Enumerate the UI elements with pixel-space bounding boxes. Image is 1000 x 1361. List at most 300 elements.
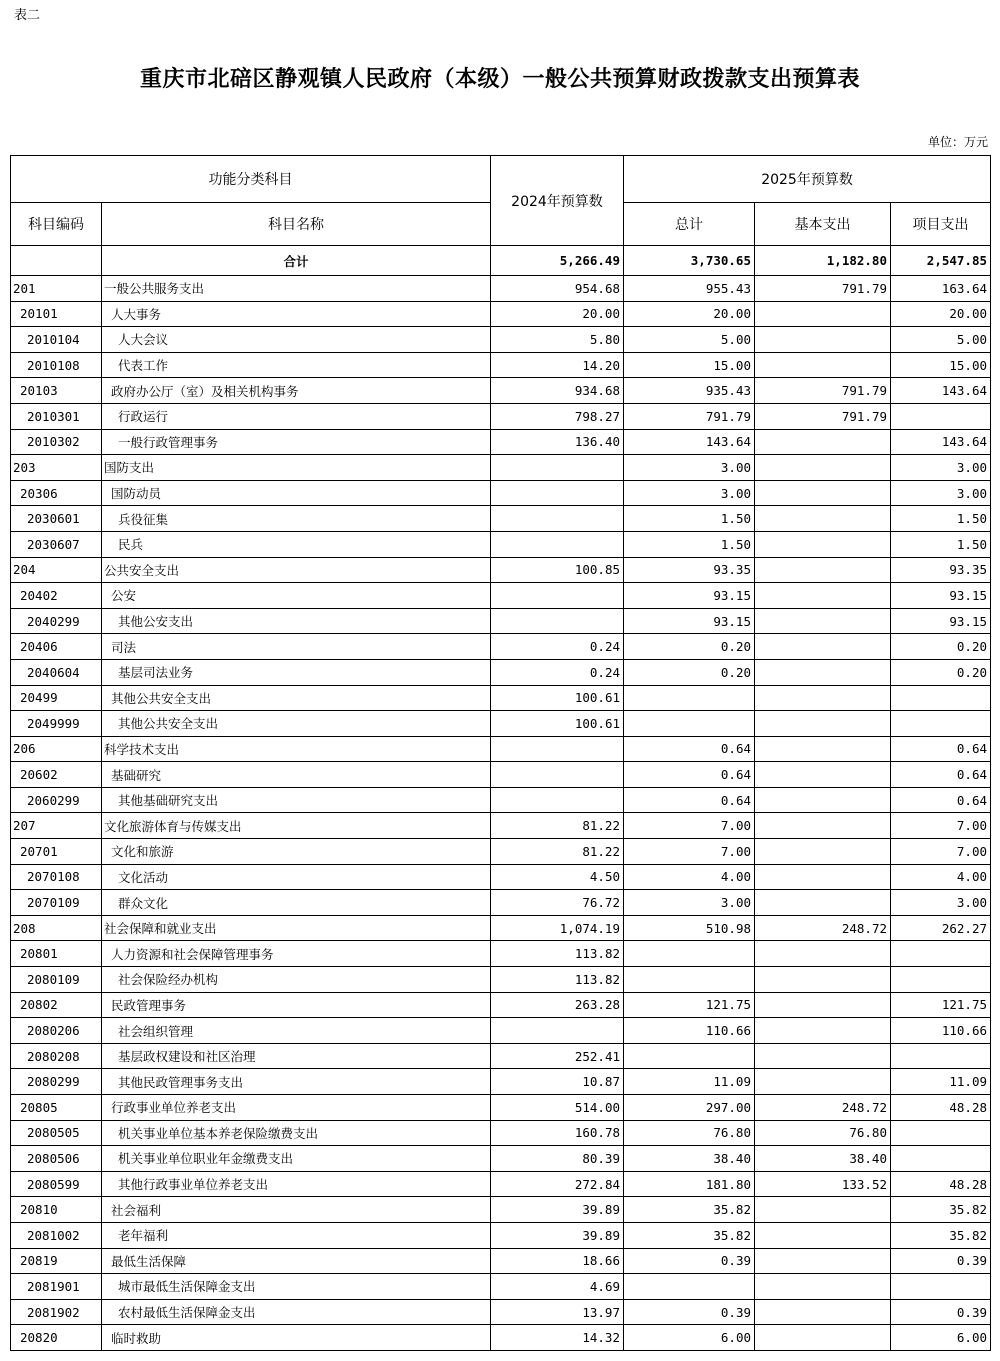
row-total: 7.00: [624, 813, 755, 839]
row-project: 35.82: [891, 1222, 991, 1248]
row-code: 2080506: [11, 1146, 102, 1172]
row-b2024: [491, 455, 624, 481]
row-basic: [755, 455, 891, 481]
row-name: 人力资源和社会保障管理事务: [102, 941, 491, 967]
header-budget-2025: 2025年预算数: [624, 156, 991, 203]
row-basic: [755, 890, 891, 916]
row-b2024: 39.89: [491, 1222, 624, 1248]
row-total: 121.75: [624, 992, 755, 1018]
total-label: 合计: [102, 246, 491, 276]
row-name: 文化旅游体育与传媒支出: [102, 813, 491, 839]
row-code: 2080599: [11, 1171, 102, 1197]
header-budget-2024: 2024年预算数: [491, 156, 624, 246]
table-row: [11, 890, 991, 916]
row-basic: 791.79: [755, 403, 891, 429]
row-basic: [755, 480, 891, 506]
row-basic: [755, 1299, 891, 1325]
header-name: 科目名称: [102, 203, 491, 246]
row-code: 20701: [11, 839, 102, 865]
row-basic: [755, 634, 891, 660]
row-basic: [755, 813, 891, 839]
row-code: 20819: [11, 1248, 102, 1274]
row-code: 20406: [11, 634, 102, 660]
row-project: 35.82: [891, 1197, 991, 1223]
row-b2024: 14.20: [491, 352, 624, 378]
table-row: [11, 685, 991, 711]
table-row: [11, 480, 991, 506]
row-project: 93.15: [891, 608, 991, 634]
row-b2024: [491, 762, 624, 788]
row-project: 0.64: [891, 736, 991, 762]
row-b2024: 13.97: [491, 1299, 624, 1325]
row-project: 0.20: [891, 659, 991, 685]
header-basic: 基本支出: [755, 203, 891, 246]
row-name: 机关事业单位职业年金缴费支出: [102, 1146, 491, 1172]
row-basic: [755, 864, 891, 890]
table-row: [11, 864, 991, 890]
row-b2024: 954.68: [491, 276, 624, 302]
row-b2024: 80.39: [491, 1146, 624, 1172]
table-row: [11, 1069, 991, 1095]
row-total: [624, 1274, 755, 1300]
row-total: 35.82: [624, 1222, 755, 1248]
row-basic: 38.40: [755, 1146, 891, 1172]
row-basic: [755, 557, 891, 583]
row-name: 其他公共安全支出: [102, 685, 491, 711]
row-name: 机关事业单位基本养老保险缴费支出: [102, 1120, 491, 1146]
row-name: 兵役征集: [102, 506, 491, 532]
row-name: 代表工作: [102, 352, 491, 378]
row-b2024: 514.00: [491, 1095, 624, 1121]
row-project: 93.15: [891, 583, 991, 609]
table-row: [11, 1018, 991, 1044]
unit-label: 单位：万元: [927, 135, 988, 149]
row-project: 48.28: [891, 1095, 991, 1121]
row-basic: [755, 685, 891, 711]
row-project: 3.00: [891, 480, 991, 506]
row-code: 2080505: [11, 1120, 102, 1146]
row-b2024: 20.00: [491, 301, 624, 327]
row-basic: [755, 1043, 891, 1069]
row-name: 民兵: [102, 531, 491, 557]
row-basic: 791.79: [755, 378, 891, 404]
row-basic: [755, 736, 891, 762]
row-name: 社会福利: [102, 1197, 491, 1223]
row-project: 0.39: [891, 1248, 991, 1274]
row-name: 国防动员: [102, 480, 491, 506]
row-name: 行政运行: [102, 403, 491, 429]
row-total: 0.39: [624, 1299, 755, 1325]
row-basic: 133.52: [755, 1171, 891, 1197]
row-name: 城市最低生活保障金支出: [102, 1274, 491, 1300]
row-code: 20101: [11, 301, 102, 327]
row-basic: [755, 506, 891, 532]
row-project: [891, 1274, 991, 1300]
row-project: 262.27: [891, 915, 991, 941]
row-project: 7.00: [891, 839, 991, 865]
table-row: [11, 557, 991, 583]
row-b2024: 100.85: [491, 557, 624, 583]
table-row: [11, 429, 991, 455]
row-b2024: 934.68: [491, 378, 624, 404]
row-b2024: 798.27: [491, 403, 624, 429]
row-basic: 791.79: [755, 276, 891, 302]
row-total: 0.64: [624, 787, 755, 813]
page-title: 重庆市北碚区静观镇人民政府（本级）一般公共预算财政拨款支出预算表: [139, 67, 860, 92]
row-basic: [755, 992, 891, 1018]
row-basic: 248.72: [755, 1095, 891, 1121]
row-basic: [755, 608, 891, 634]
header-row-1: [11, 156, 991, 203]
row-basic: [755, 711, 891, 737]
table-row: [11, 634, 991, 660]
row-b2024: [491, 480, 624, 506]
row-code: 203: [11, 455, 102, 481]
row-name: 社会保险经办机构: [102, 967, 491, 993]
table-row: [11, 1222, 991, 1248]
table-row: [11, 1120, 991, 1146]
row-b2024: 39.89: [491, 1197, 624, 1223]
row-basic: [755, 352, 891, 378]
total-b2024: 5,266.49: [491, 246, 624, 276]
row-basic: [755, 1274, 891, 1300]
table-row: [11, 1325, 991, 1351]
row-total: [624, 711, 755, 737]
row-total: 955.43: [624, 276, 755, 302]
table-row: [11, 813, 991, 839]
row-basic: [755, 429, 891, 455]
row-total: [624, 967, 755, 993]
row-code: 2080109: [11, 967, 102, 993]
table-row: [11, 378, 991, 404]
row-name: 国防支出: [102, 455, 491, 481]
row-code: 2080208: [11, 1043, 102, 1069]
row-code: 206: [11, 736, 102, 762]
row-total: 1.50: [624, 531, 755, 557]
row-code: 207: [11, 813, 102, 839]
row-total: 110.66: [624, 1018, 755, 1044]
table-row: [11, 1146, 991, 1172]
row-total: [624, 685, 755, 711]
table-row: [11, 327, 991, 353]
row-name: 基层政权建设和社区治理: [102, 1043, 491, 1069]
row-project: 143.64: [891, 378, 991, 404]
row-b2024: 0.24: [491, 634, 624, 660]
row-b2024: 100.61: [491, 685, 624, 711]
row-code: 2080299: [11, 1069, 102, 1095]
table-row: [11, 736, 991, 762]
row-code: 2040604: [11, 659, 102, 685]
row-project: 1.50: [891, 506, 991, 532]
row-project: 1.50: [891, 531, 991, 557]
row-name: 文化和旅游: [102, 839, 491, 865]
row-name: 民政管理事务: [102, 992, 491, 1018]
row-basic: [755, 967, 891, 993]
row-total: 5.00: [624, 327, 755, 353]
table-row: [11, 301, 991, 327]
row-b2024: [491, 608, 624, 634]
row-total: 510.98: [624, 915, 755, 941]
row-project: 20.00: [891, 301, 991, 327]
row-total: 143.64: [624, 429, 755, 455]
budget-table: [10, 155, 991, 1351]
row-basic: [755, 301, 891, 327]
row-b2024: 5.80: [491, 327, 624, 353]
header-project: 项目支出: [891, 203, 991, 246]
total-row: [11, 246, 991, 276]
row-name: 农村最低生活保障金支出: [102, 1299, 491, 1325]
row-b2024: 113.82: [491, 941, 624, 967]
row-b2024: 18.66: [491, 1248, 624, 1274]
row-project: 3.00: [891, 890, 991, 916]
row-code: 2081002: [11, 1222, 102, 1248]
total-project: 2,547.85: [891, 246, 991, 276]
row-code: 2030601: [11, 506, 102, 532]
row-basic: [755, 1069, 891, 1095]
row-b2024: 160.78: [491, 1120, 624, 1146]
row-b2024: [491, 531, 624, 557]
row-project: 121.75: [891, 992, 991, 1018]
row-code: 2010108: [11, 352, 102, 378]
row-name: 一般行政管理事务: [102, 429, 491, 455]
row-name: 其他民政管理事务支出: [102, 1069, 491, 1095]
row-basic: [755, 762, 891, 788]
row-project: 4.00: [891, 864, 991, 890]
row-basic: [755, 327, 891, 353]
row-total: 11.09: [624, 1069, 755, 1095]
table-row: [11, 1299, 991, 1325]
row-b2024: [491, 736, 624, 762]
row-b2024: [491, 506, 624, 532]
row-code: 2080206: [11, 1018, 102, 1044]
row-b2024: 100.61: [491, 711, 624, 737]
row-code: 208: [11, 915, 102, 941]
row-total: 1.50: [624, 506, 755, 532]
row-basic: 76.80: [755, 1120, 891, 1146]
table-row: [11, 1043, 991, 1069]
row-basic: [755, 659, 891, 685]
row-total: 297.00: [624, 1095, 755, 1121]
row-project: 3.00: [891, 455, 991, 481]
table-row: [11, 915, 991, 941]
row-code: 20306: [11, 480, 102, 506]
table-row: [11, 531, 991, 557]
row-basic: [755, 787, 891, 813]
row-total: 0.39: [624, 1248, 755, 1274]
row-project: [891, 685, 991, 711]
row-name: 群众文化: [102, 890, 491, 916]
row-b2024: 0.24: [491, 659, 624, 685]
row-project: 0.20: [891, 634, 991, 660]
row-code: 2070108: [11, 864, 102, 890]
row-total: [624, 1043, 755, 1069]
row-name: 老年福利: [102, 1222, 491, 1248]
row-code: 2040299: [11, 608, 102, 634]
row-total: 93.35: [624, 557, 755, 583]
total-total: 3,730.65: [624, 246, 755, 276]
row-b2024: 252.41: [491, 1043, 624, 1069]
table-row: [11, 711, 991, 737]
row-b2024: 10.87: [491, 1069, 624, 1095]
row-code: 204: [11, 557, 102, 583]
row-total: 15.00: [624, 352, 755, 378]
row-b2024: 272.84: [491, 1171, 624, 1197]
row-name: 社会组织管理: [102, 1018, 491, 1044]
table-row: [11, 608, 991, 634]
row-code: 2070109: [11, 890, 102, 916]
row-b2024: 4.69: [491, 1274, 624, 1300]
row-name: 最低生活保障: [102, 1248, 491, 1274]
table-row: [11, 941, 991, 967]
row-total: 6.00: [624, 1325, 755, 1351]
row-code: 2081902: [11, 1299, 102, 1325]
row-basic: [755, 583, 891, 609]
table-row: [11, 659, 991, 685]
row-b2024: [491, 583, 624, 609]
row-project: 5.00: [891, 327, 991, 353]
row-project: 48.28: [891, 1171, 991, 1197]
row-code: 2010104: [11, 327, 102, 353]
row-total: 4.00: [624, 864, 755, 890]
row-basic: [755, 1222, 891, 1248]
row-name: 基层司法业务: [102, 659, 491, 685]
total-basic: 1,182.80: [755, 246, 891, 276]
row-b2024: 136.40: [491, 429, 624, 455]
row-b2024: 14.32: [491, 1325, 624, 1351]
row-code: 20810: [11, 1197, 102, 1223]
row-b2024: 81.22: [491, 839, 624, 865]
row-total: 20.00: [624, 301, 755, 327]
row-b2024: [491, 787, 624, 813]
row-code: 2030607: [11, 531, 102, 557]
row-name: 其他公安支出: [102, 608, 491, 634]
table-row: [11, 455, 991, 481]
row-code: 2081901: [11, 1274, 102, 1300]
table-number-label: 表二: [14, 8, 41, 23]
row-name: 人大会议: [102, 327, 491, 353]
row-code: 20805: [11, 1095, 102, 1121]
row-total: 0.64: [624, 736, 755, 762]
row-project: [891, 403, 991, 429]
row-basic: [755, 941, 891, 967]
row-b2024: [491, 1018, 624, 1044]
row-basic: [755, 531, 891, 557]
row-total: 935.43: [624, 378, 755, 404]
row-project: 143.64: [891, 429, 991, 455]
row-project: 11.09: [891, 1069, 991, 1095]
row-project: 0.39: [891, 1299, 991, 1325]
table-row: [11, 967, 991, 993]
header-func-class: 功能分类科目: [11, 156, 491, 203]
table-row: [11, 1197, 991, 1223]
row-project: 93.35: [891, 557, 991, 583]
row-name: 社会保障和就业支出: [102, 915, 491, 941]
row-total: [624, 941, 755, 967]
row-total: 3.00: [624, 480, 755, 506]
row-project: 6.00: [891, 1325, 991, 1351]
row-total: 0.20: [624, 659, 755, 685]
row-name: 其他行政事业单位养老支出: [102, 1171, 491, 1197]
row-project: 15.00: [891, 352, 991, 378]
total-code-cell: [11, 246, 102, 276]
row-total: 181.80: [624, 1171, 755, 1197]
row-basic: [755, 1325, 891, 1351]
row-name: 人大事务: [102, 301, 491, 327]
row-name: 行政事业单位养老支出: [102, 1095, 491, 1121]
row-name: 司法: [102, 634, 491, 660]
header-total: 总计: [624, 203, 755, 246]
table-row: [11, 1171, 991, 1197]
row-b2024: 1,074.19: [491, 915, 624, 941]
row-total: 0.20: [624, 634, 755, 660]
table-row: [11, 403, 991, 429]
row-name: 其他基础研究支出: [102, 787, 491, 813]
table-row: [11, 787, 991, 813]
table-row: [11, 762, 991, 788]
row-project: 0.64: [891, 762, 991, 788]
row-total: 38.40: [624, 1146, 755, 1172]
row-total: 35.82: [624, 1197, 755, 1223]
row-code: 20820: [11, 1325, 102, 1351]
row-total: 3.00: [624, 890, 755, 916]
row-basic: [755, 1197, 891, 1223]
row-project: [891, 1043, 991, 1069]
row-name: 基础研究: [102, 762, 491, 788]
row-basic: [755, 839, 891, 865]
row-project: [891, 1120, 991, 1146]
row-b2024: 4.50: [491, 864, 624, 890]
row-code: 20499: [11, 685, 102, 711]
row-code: 20802: [11, 992, 102, 1018]
row-b2024: 263.28: [491, 992, 624, 1018]
row-project: [891, 1146, 991, 1172]
row-name: 科学技术支出: [102, 736, 491, 762]
row-total: 7.00: [624, 839, 755, 865]
row-code: 2049999: [11, 711, 102, 737]
row-project: [891, 967, 991, 993]
header-code: 科目编码: [11, 203, 102, 246]
row-name: 一般公共服务支出: [102, 276, 491, 302]
row-code: 2010302: [11, 429, 102, 455]
row-total: 93.15: [624, 583, 755, 609]
row-project: [891, 711, 991, 737]
row-name: 公共安全支出: [102, 557, 491, 583]
table-row: [11, 276, 991, 302]
row-project: 0.64: [891, 787, 991, 813]
row-name: 临时救助: [102, 1325, 491, 1351]
row-b2024: 113.82: [491, 967, 624, 993]
row-code: 2010301: [11, 403, 102, 429]
table-row: [11, 1274, 991, 1300]
row-total: 3.00: [624, 455, 755, 481]
table-row: [11, 839, 991, 865]
row-b2024: 81.22: [491, 813, 624, 839]
table-row: [11, 992, 991, 1018]
row-name: 文化活动: [102, 864, 491, 890]
table-row: [11, 583, 991, 609]
row-name: 其他公共安全支出: [102, 711, 491, 737]
row-basic: [755, 1018, 891, 1044]
row-code: 20801: [11, 941, 102, 967]
row-basic: [755, 1248, 891, 1274]
row-code: 20602: [11, 762, 102, 788]
row-name: 政府办公厅（室）及相关机构事务: [102, 378, 491, 404]
row-total: 93.15: [624, 608, 755, 634]
table-row: [11, 352, 991, 378]
row-name: 公安: [102, 583, 491, 609]
row-b2024: 76.72: [491, 890, 624, 916]
row-code: 201: [11, 276, 102, 302]
